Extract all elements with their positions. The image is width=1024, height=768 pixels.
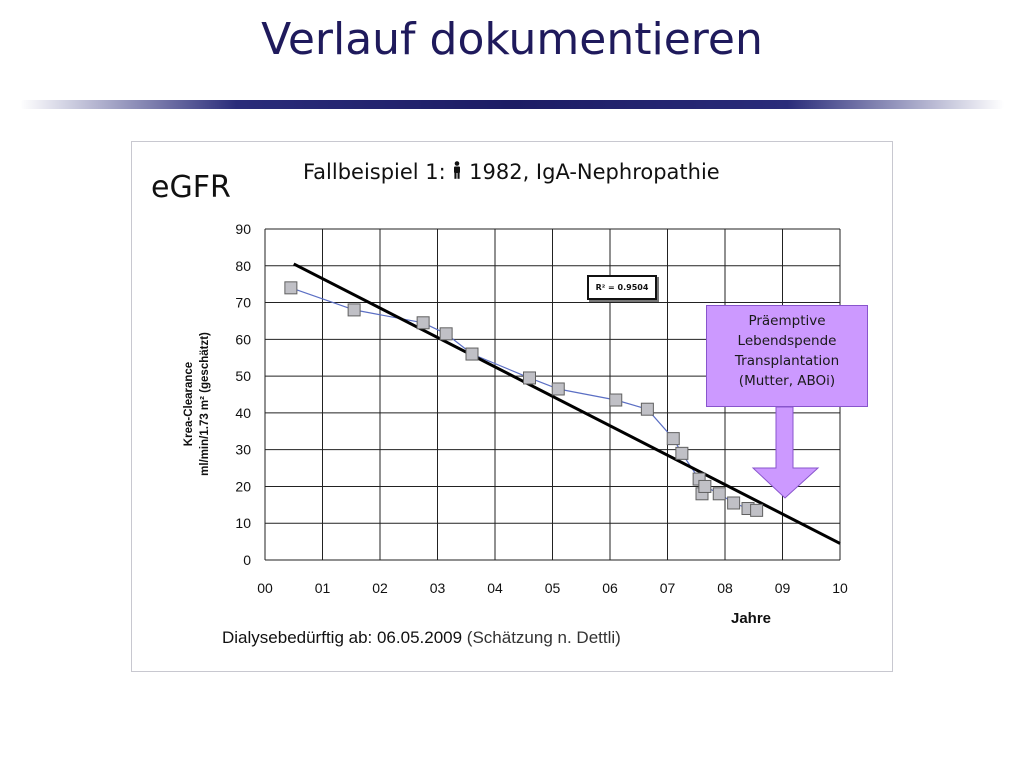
x-tick-label: 08 [717,580,733,596]
data-point [641,403,653,415]
data-point [676,447,688,459]
marker-layer [285,282,763,517]
data-point [440,328,452,340]
data-point [466,348,478,360]
x-tick-label: 04 [487,580,503,596]
y-axis-label-line-2: ml/min/1.73 m² (geschätzt) [199,332,211,476]
tick-layer [235,221,848,596]
series-layer [291,288,757,511]
x-tick-label: 00 [257,580,273,596]
dialysis-estimate-text: (Schätzung n. Dettli) [466,628,621,647]
r-squared-label: R² = 0.9504 [587,275,657,300]
y-axis-label [181,294,213,514]
callout-line: Lebendspende [737,333,837,349]
x-tick-label: 01 [314,580,331,596]
x-tick-label: 03 [429,580,446,596]
y-tick-label: 80 [235,257,251,274]
y-tick-label: 60 [235,331,251,348]
x-tick-label: 10 [832,580,848,596]
x-tick-label: 06 [602,580,618,596]
series-line [291,288,757,511]
data-point [728,497,740,509]
dialysis-date-text: Dialysebedürftig ab: 06.05.2009 [222,628,463,647]
data-point [751,504,763,516]
x-tick-label: 02 [372,580,388,596]
case-title-suffix: 1982, IgA-Nephropathie [469,160,720,184]
data-point [699,480,711,492]
slide-title: Verlauf dokumentieren [261,14,763,65]
data-point [610,394,622,406]
y-tick-label: 50 [235,368,251,385]
down-arrow-icon [753,407,818,498]
x-axis-label: Jahre [731,610,772,627]
egfr-label: eGFR [151,170,231,205]
x-tick-label: 09 [774,580,791,596]
y-tick-label: 10 [235,515,251,532]
data-point [524,372,536,384]
x-tick-label: 05 [544,580,561,596]
data-point [285,282,297,294]
y-tick-label: 70 [235,294,251,311]
y-tick-label: 30 [235,441,251,458]
y-tick-label: 40 [235,404,251,421]
data-point [417,317,429,329]
data-point [552,383,564,395]
y-tick-label: 20 [235,478,251,495]
y-tick-label: 0 [243,552,251,568]
data-point [348,304,360,316]
callout-line: (Mutter, ABOi) [738,373,836,389]
x-tick-label: 07 [659,580,676,596]
y-tick-label: 90 [235,221,251,237]
transplant-callout [706,305,868,407]
callout-line: Transplantation [734,353,840,369]
data-point [667,433,679,445]
callout-line: Präemptive [748,313,826,329]
dialysis-note [222,628,621,648]
data-point [713,488,725,500]
y-axis-label-line-1: Krea-Clearance [183,361,195,447]
case-title-prefix: Fallbeispiel 1: [303,160,446,184]
